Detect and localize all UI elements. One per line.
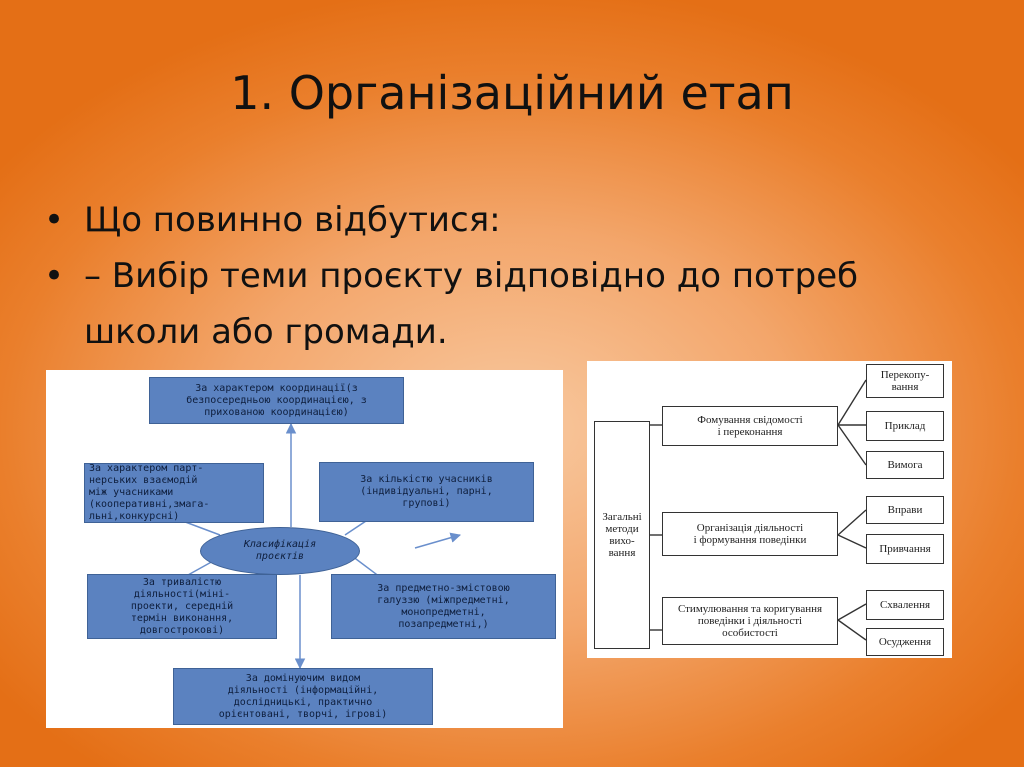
methods-root-box: Загальні методи вихо- вання bbox=[594, 421, 650, 649]
classification-box-duration: За тривалістю діяльності(міні- проекти, середній термін виконання, довгострокові) bbox=[87, 574, 277, 639]
bullet-dot-icon: • bbox=[44, 256, 65, 296]
method-item-approval: Схвалення bbox=[866, 590, 944, 620]
classification-box-coordination: За характером координації(з безпосередньою координацією, з прихованою координацією) bbox=[149, 377, 404, 424]
methods-group-stimulation: Стимулювання та коригування поведінки і діяльності особистості bbox=[662, 597, 838, 645]
bullet-text: Що повинно відбутися: bbox=[84, 200, 501, 240]
method-item-example: Приклад bbox=[866, 411, 944, 441]
method-item-persuasion: Перекопу- вання bbox=[866, 364, 944, 398]
bullet-text: – Вибір теми проєкту відповідно до потреб школи або громади. bbox=[84, 256, 859, 352]
classification-box-participants: За кількістю учасників (індивідуальні, парні, групові) bbox=[319, 462, 534, 522]
methods-group-activity: Організація діяльності і формування поведінки bbox=[662, 512, 838, 556]
classification-box-subject-area: За предметно-змістовою галуззю (міжпредметні, монопредметні, позапредметні,) bbox=[331, 574, 556, 639]
bullet-dot-icon: • bbox=[44, 200, 65, 240]
method-item-exercises: Вправи bbox=[866, 496, 944, 524]
method-item-requirement: Вимога bbox=[866, 451, 944, 479]
slide-title: 1. Організаційний етап bbox=[230, 66, 794, 120]
method-item-habituation: Привчання bbox=[866, 534, 944, 564]
classification-center-ellipse: Класифікація проєктів bbox=[200, 527, 360, 575]
method-item-condemnation: Осудження bbox=[866, 628, 944, 656]
methods-group-consciousness: Фомування свідомості і переконання bbox=[662, 406, 838, 446]
classification-box-activity-type: За домінуючим видом діяльності (інформаційні, дослідницькі, практично орієнтовані, творчі, ігрові) bbox=[173, 668, 433, 725]
classification-box-partnership: За характером парт- нерських взаємодій між учасниками (кооперативні,змага- льні,конкурсні) bbox=[84, 463, 264, 523]
